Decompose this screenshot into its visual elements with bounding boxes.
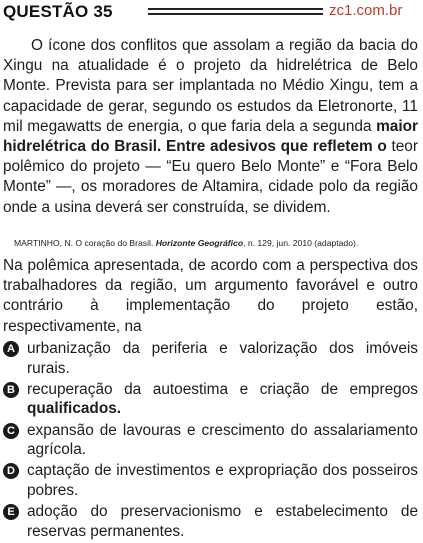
- option-a[interactable]: [3, 339, 418, 378]
- citation-details: , n. 129, jun. 2010 (adaptado).: [243, 238, 359, 248]
- option-text-bold-tail: qualificados.: [27, 400, 122, 418]
- option-c[interactable]: [3, 421, 418, 460]
- option-text: urbanização da periferia e valorização dos imóveis rurais.: [27, 340, 418, 377]
- reading-passage: [3, 36, 418, 218]
- option-text: recuperação da autoestima e criação de empregos: [27, 380, 418, 398]
- option-letter-badge: E: [3, 504, 19, 520]
- citation-author: MARTINHO, N. O coração do Brasil.: [14, 238, 156, 248]
- passage-text-1: O ícone dos conflitos que assolam a região da bacia do Xingu na atualidade é o projeto da hidrelétrica de Belo Monte. Prevista para ser implantada no Médio Xingu, tem a capacidade de gerar, segundo os estudos da Eletronorte, 11 mil megawatts de energia, o que faria dela a segunda: [3, 37, 418, 135]
- answer-options: [3, 339, 418, 543]
- site-watermark: zc1.com.br: [329, 2, 403, 19]
- option-letter-badge: D: [3, 463, 19, 479]
- passage-bold-text: maior hidrelétrica do Brasil. Entre adesivos que refletem o: [3, 117, 418, 156]
- option-letter-badge: B: [3, 382, 19, 398]
- option-letter-badge: C: [3, 423, 19, 439]
- question-header: [3, 2, 420, 24]
- source-citation: [14, 238, 418, 248]
- passage-text-2: teor polêmico do projeto — “Eu quero Belo Monte” e “Fora Belo Monte” —, os moradores de Altamira, cidade polo da região onde a usina deverá ser construída, se dividem.: [3, 138, 418, 216]
- option-e[interactable]: [3, 502, 418, 541]
- header-double-rule: [148, 8, 323, 15]
- question-stem: Na polêmica apresentada, de acordo com a perspectiva dos trabalhadores da região, um argumento favorável e outro contrário à implementação do projeto estão, respectivamente, na: [3, 257, 418, 335]
- option-letter-badge: A: [3, 341, 19, 357]
- option-d[interactable]: [3, 461, 418, 500]
- option-text: captação de investimentos e expropriação dos posseiros pobres.: [27, 462, 418, 499]
- option-b[interactable]: [3, 380, 418, 419]
- citation-publication: Horizonte Geográfico: [155, 238, 244, 248]
- option-text: adoção do preservacionismo e estabelecimento de reservas permanentes.: [27, 503, 418, 540]
- question-number: QUESTÃO 35: [3, 2, 113, 21]
- option-text: expansão de lavouras e crescimento do assalariamento agrícola.: [27, 421, 418, 459]
